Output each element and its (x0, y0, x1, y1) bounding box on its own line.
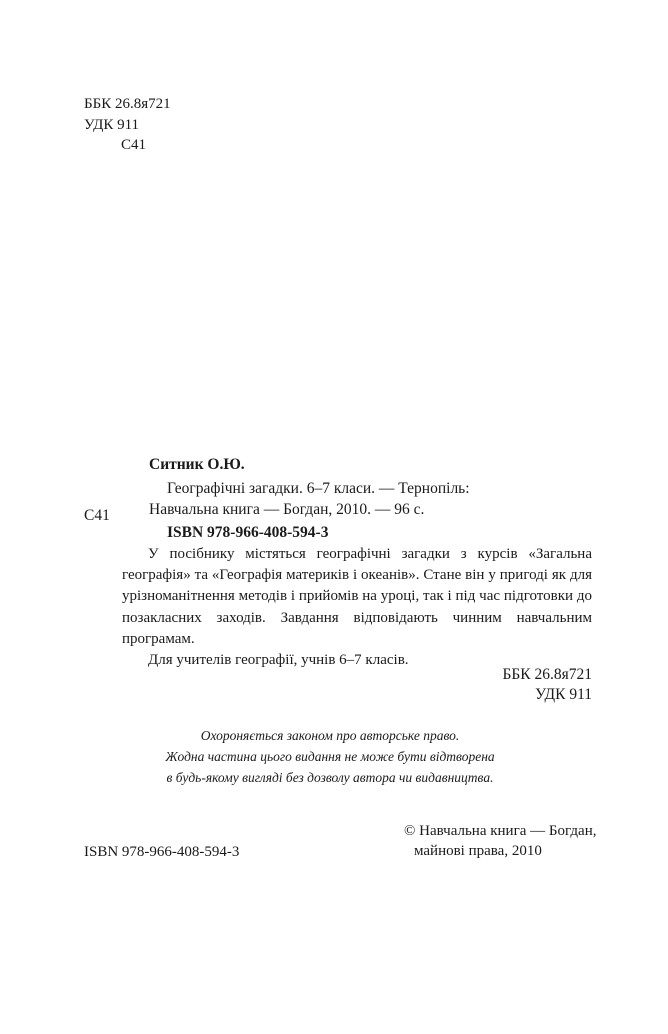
author-code-top: С41 (121, 137, 147, 153)
catalog-annotation-block (122, 544, 592, 671)
catalog-publisher: Навчальна книга — Богдан, 2010. — 96 с. (149, 501, 425, 518)
catalog-bbk: ББК 26.8я721 (502, 666, 592, 683)
catalog-isbn: ISBN 978-966-408-594-3 (167, 524, 329, 541)
catalog-annotation: У посібнику містяться географічні загадки з курсів «Загальна географія» та «Географія материків і океанів». Стане він у пригоді як для урізноманітнення методів і прийомів на уроці, так і під час підготовки до позакласних заходів. Завдання відповідають чинним навчальним програмам. (122, 546, 592, 647)
udk-code-top: УДК 911 (84, 117, 140, 133)
catalog-author: Ситник О.Ю. (149, 456, 245, 473)
bbk-code-top: ББК 26.8я721 (84, 96, 171, 112)
notice-line-1: Охороняється законом про авторське право. (200, 728, 460, 743)
footer-isbn: ISBN 978-966-408-594-3 (84, 844, 240, 860)
catalog-udk: УДК 911 (535, 686, 592, 703)
footer-copyright-1: © Навчальна книга — Богдан, (404, 823, 597, 839)
catalog-audience: Для учителів географії, учнів 6–7 класів. (148, 652, 409, 669)
notice-line-2: Жодна частина цього видання не може бути відтворена (165, 749, 495, 764)
footer-copyright-2: майнові права, 2010 (414, 843, 542, 859)
catalog-title: Географічні загадки. 6–7 класи. — Тернопіль: (167, 480, 470, 497)
catalog-side-code: С41 (84, 507, 110, 524)
notice-line-3: в будь-якому вигляді без дозволу автора чи видавництва. (166, 770, 494, 785)
